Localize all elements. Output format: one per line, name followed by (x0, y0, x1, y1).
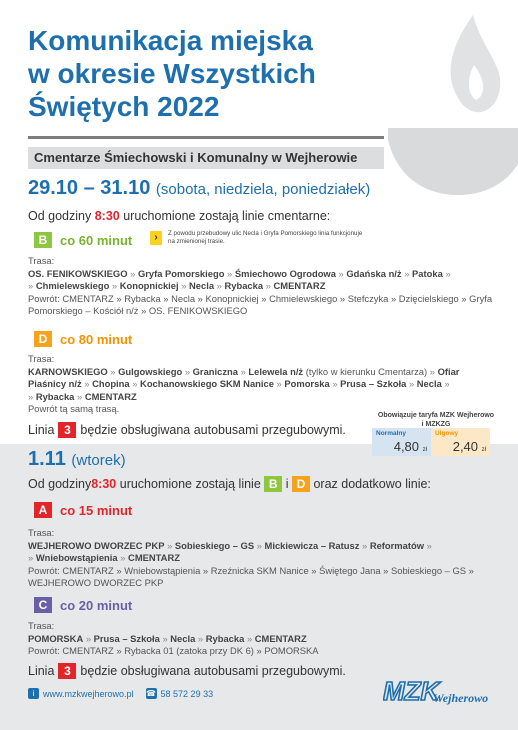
info-icon: i (28, 688, 39, 699)
logo-mzk-text: MZK (383, 676, 440, 706)
tariff-title: Obowiązuje taryfa MZK Wejherowo i MZKZG (377, 412, 495, 428)
line-c-badge: C (34, 597, 52, 613)
articulated-before-2: Linia (28, 664, 55, 678)
title-line-2: w okresie Wszystkich (28, 58, 316, 89)
line-b-frequency: co 60 minut (60, 232, 133, 248)
period2-intro-after: oraz dodatkowo linie: (310, 477, 431, 491)
logo-sub-text: Wejherowo (433, 691, 489, 705)
line-3-badge-2: 3 (58, 663, 76, 679)
line-d-route-label: Trasa: (28, 353, 55, 364)
line-b-notice: Z powodu przebudowy ulic Necla i Gryfa Pomorskiego linia funkcjonuje na zmienionej trasie. (168, 230, 363, 245)
notice-icon: › (150, 231, 162, 245)
tariff-table (372, 428, 490, 456)
line-a-frequency: co 15 minut (60, 502, 133, 518)
period2-time: 8:30 (91, 477, 117, 491)
line-b-header (34, 232, 132, 248)
tariff-normal-label: Normalny (376, 430, 406, 437)
title-divider (28, 136, 384, 139)
period1-date-range: 29.10 – 31.10 (28, 177, 151, 199)
line-a-return: Powrót: CMENTARZ » Wniebowstąpienia » Rzeźnicka SKM Nanice » Świętego Jana » Sobieskiego – GS » WEJHEROWO DWORZEC PKP (28, 564, 474, 588)
period2-badge-b: B (264, 476, 282, 492)
tariff-reduced-value: 2,40 (452, 439, 479, 454)
period1-time: 8:30 (94, 209, 120, 223)
line-d-frequency: co 80 minut (60, 331, 133, 347)
footer-website[interactable]: www.mzkwejherowo.pl (43, 688, 134, 699)
period2-date-block (28, 448, 126, 471)
line-d-badge: D (34, 331, 52, 347)
line-d-route: KARNOWSKIEGO » Gulgowskiego » Graniczna » Lelewela n/ż (tylko w kierunku Cmentarza) » Ofiar Piaśnicy n/ż » Chopina » Kochanowskiego SKM Nanice » Pomorska » Prusa – Szkoła » Necla » » Rybacka » CMENTARZ (28, 365, 460, 402)
footer-phone: 58 572 29 33 (160, 688, 214, 699)
period2-intro-before: Od godziny (28, 477, 92, 491)
period2-date: 1.11 (28, 448, 66, 470)
line-c-articulated-note (28, 663, 346, 679)
period2-intro-mid: uruchomione zostają linie (116, 477, 265, 491)
line-d-header (34, 331, 132, 347)
line-c-header (34, 597, 132, 613)
footer (28, 688, 213, 699)
line-c-route-block (28, 620, 498, 658)
line-d-route-block (28, 353, 498, 416)
line-c-return: Powrót: CMENTARZ » Rybacka 01 (zatoka przy DK 6) » POMORSKA (28, 645, 319, 656)
tariff-normal-value: 4,80 (393, 439, 420, 454)
period2-badge-d: D (292, 476, 310, 492)
line-b-return: Powrót: CMENTARZ » Rybacka » Necla » Konopnickiej » Chmielewskiego » Stefczyka » Dzięcielskiego » Gryfa Pomorskiego – Kościół n/ż » OS. FENIKOWSKIEGO (28, 292, 493, 316)
period1-intro-after: uruchomione zostają linie cmentarne: (119, 209, 331, 223)
articulated-before: Linia (28, 423, 55, 437)
tariff-reduced-label: Ulgowy (435, 430, 459, 437)
line-d-return: Powrót tą samą trasą. (28, 403, 120, 414)
page-title (28, 24, 358, 123)
title-line-3: Świętych 2022 (28, 91, 220, 122)
line-a-route-block (28, 527, 498, 590)
period1-intro-before: Od godziny (28, 209, 95, 223)
line-a-badge: A (34, 502, 52, 518)
tariff-currency-1: zł (422, 447, 427, 453)
line-c-frequency: co 20 minut (60, 597, 133, 613)
line-a-route-label: Trasa: (28, 527, 55, 538)
articulated-after-2: będzie obsługiwana autobusami przegubowymi. (80, 664, 346, 678)
line-a-header (34, 502, 132, 518)
candle-icon (388, 10, 518, 200)
period1-intro (28, 209, 330, 223)
line-c-route: POMORSKA » Prusa – Szkoła » Necla » Rybacka » CMENTARZ (28, 632, 307, 644)
line-b-badge: B (34, 232, 52, 248)
period1-dates (28, 177, 370, 200)
tariff-normal (372, 428, 431, 456)
mzk-logo (383, 672, 493, 712)
title-line-1: Komunikacja miejska (28, 25, 313, 56)
line-b-route-block (28, 255, 498, 318)
articulated-after: będzie obsługiwana autobusami przegubowymi. (80, 423, 346, 437)
period2-day: (wtorek) (71, 452, 126, 469)
line-d-articulated-note (28, 422, 346, 438)
period1-days: (sobota, niedziela, poniedziałek) (155, 181, 371, 198)
tariff-reduced (431, 428, 490, 456)
line-3-badge: 3 (58, 422, 76, 438)
subtitle: Cmentarze Śmiechowski i Komunalny w Wejherowie (28, 147, 384, 169)
line-b-route: OS. FENIKOWSKIEGO » Gryfa Pomorskiego » Śmiechowo Ogrodowa » Gdańska n/ż » Patoka » » Chmielewskiego » Konopnickiej » Necla » Rybacka » CMENTARZ (28, 267, 451, 291)
line-b-route-label: Trasa: (28, 255, 55, 266)
line-a-route: WEJHEROWO DWORZEC PKP » Sobieskiego – GS » Mickiewicza – Ratusz » Reformatów » » Wniebowstąpienia » CMENTARZ (28, 539, 432, 563)
phone-icon: ☎ (146, 689, 157, 698)
period2-intro (28, 476, 431, 492)
period2-and: i (282, 477, 292, 491)
line-c-route-label: Trasa: (28, 620, 55, 631)
tariff-currency-2: zł (481, 447, 486, 453)
